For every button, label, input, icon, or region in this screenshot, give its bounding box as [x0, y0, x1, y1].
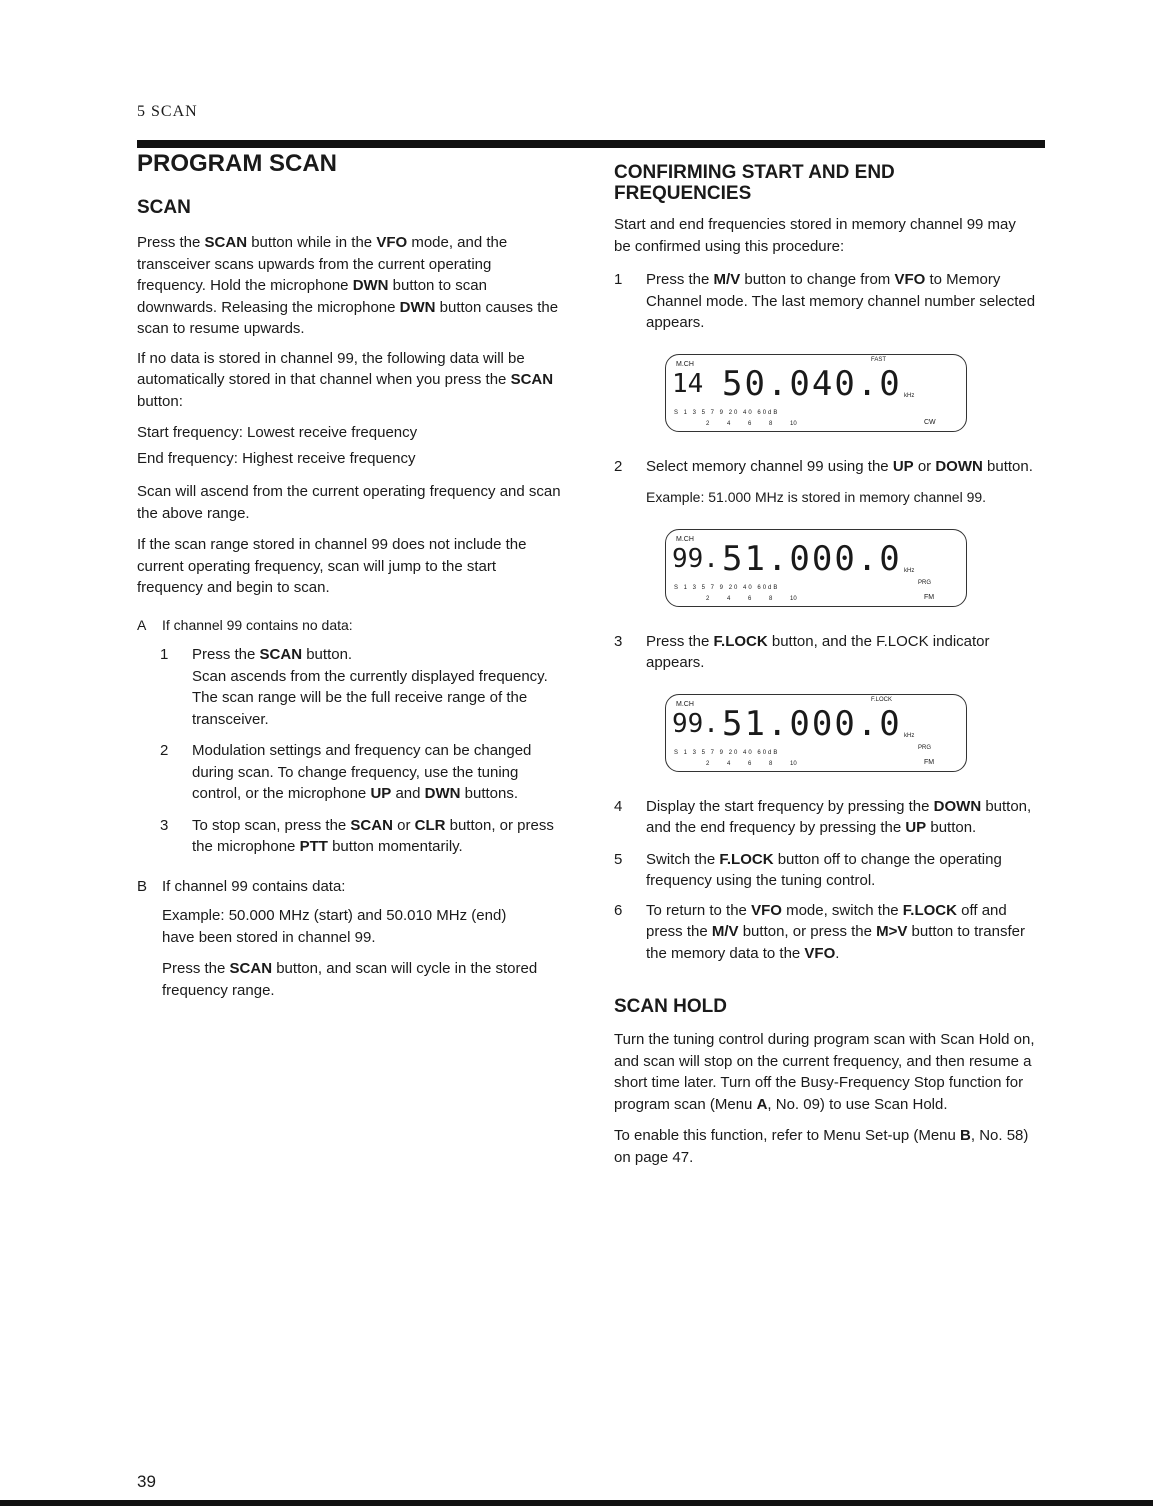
text-run: Press the: [646, 632, 714, 650]
lcd-display: [665, 694, 967, 772]
text-run: Switch the: [646, 850, 720, 868]
step-text: [646, 631, 1046, 674]
bold-term: UP: [892, 457, 914, 475]
text-run: Press the: [162, 960, 230, 977]
step-a3: [160, 815, 562, 858]
text-run: , No. 58) on page 47.: [614, 1127, 1029, 1166]
step-number: 3: [160, 816, 169, 834]
step-text: [192, 644, 562, 730]
mode-indicator: CW: [924, 418, 936, 426]
step-text: [192, 815, 562, 858]
text-run: Display the start frequency by pressing the: [646, 797, 934, 815]
channel-digits: 14: [672, 368, 704, 399]
prg-indicator: PRG: [918, 579, 932, 586]
bold-term: VFO: [894, 271, 926, 288]
text-run: .: [835, 944, 840, 962]
text-run: button, or press the: [738, 923, 877, 940]
no-data-paragraph: [137, 348, 562, 413]
footer-rule: [0, 1500, 1153, 1506]
bold-term: SCAN: [229, 960, 273, 977]
text-run: button, and the F.LOCK indicator appears.: [646, 632, 990, 671]
bold-term: M>V: [876, 923, 908, 940]
step-2-example: Example: 51.000 MHz is stored in memory channel 99.: [646, 489, 987, 505]
bold-term: A: [756, 1095, 768, 1113]
scan-paragraph: [137, 232, 562, 340]
scan-hold-paragraph: [614, 1029, 1042, 1115]
case-b: [137, 876, 562, 898]
s-meter-scale: S 1 3 5 7 9 20 40 60dB: [674, 749, 780, 756]
text-run: button.: [302, 646, 353, 663]
scan-hold-heading: SCAN HOLD: [614, 996, 727, 1017]
end-frequency-line: End frequency: Highest receive frequency: [137, 449, 416, 467]
text-run: mode, switch the: [781, 901, 903, 919]
bold-term: SCAN: [510, 371, 554, 388]
step-text: [646, 849, 1046, 892]
bold-term: VFO: [804, 944, 836, 962]
step-number: 1: [160, 646, 169, 663]
text-run: off and press the: [646, 901, 1007, 940]
bold-term: VFO: [376, 234, 408, 251]
case-a: [137, 615, 562, 637]
channel-digits: 99.: [672, 708, 719, 739]
text-run: Modulation settings and frequency can be changed during scan. To change frequency, use the tuning control, or the microphone: [192, 742, 532, 802]
step-number: 4: [614, 797, 623, 815]
header-rule: [137, 140, 1045, 148]
step-a2: [160, 740, 562, 805]
text-run: or: [913, 457, 936, 475]
confirm-heading: CONFIRMING START AND END FREQUENCIES: [614, 162, 895, 204]
bold-term: SCAN: [350, 816, 393, 834]
power-scale: 2 4 6 8 10: [706, 420, 797, 427]
text-run: mode, and the transceiver scans upwards from the current operating frequency. Hold the microphone: [137, 234, 508, 294]
bold-term: DOWN: [935, 457, 983, 475]
step-number: 5: [614, 850, 623, 868]
text-run: To return to the: [646, 901, 752, 919]
step-text: [192, 740, 562, 805]
case-a-text: If channel 99 contains no data:: [162, 616, 353, 633]
bold-term: DOWN: [933, 797, 982, 815]
bold-term: DWN: [399, 298, 436, 316]
text-run: or: [392, 816, 415, 834]
bold-term: UP: [905, 819, 927, 836]
power-scale: 2 4 6 8 10: [706, 595, 797, 602]
text-run: and: [391, 785, 425, 802]
step-text: [646, 796, 1046, 839]
case-b-press: [162, 958, 562, 1001]
bold-term: PTT: [299, 838, 328, 855]
step-number: 3: [614, 632, 623, 650]
step-4: [614, 796, 1046, 839]
power-scale: 2 4 6 8 10: [706, 760, 797, 767]
chapter-header: 5 SCAN: [137, 103, 198, 120]
range-paragraph: If the scan range stored in channel 99 does not include the current operating frequency, scan will jump to the start frequency and begin to scan.: [137, 536, 527, 596]
step-text: [646, 900, 1046, 965]
text-run: button momentarily.: [327, 838, 463, 855]
text-run: button to transfer the memory data to the: [646, 923, 1025, 962]
text-run: buttons.: [460, 785, 519, 802]
mch-label: M.CH: [676, 360, 694, 368]
text-run: button.: [982, 457, 1033, 475]
indicator-label: F.LOCK: [871, 696, 893, 703]
step-6: [614, 900, 1046, 965]
lcd-display: [665, 354, 967, 432]
prg-indicator: PRG: [918, 744, 932, 751]
start-frequency-line: Start frequency: Lowest receive frequency: [137, 424, 418, 441]
unit-label: kHz: [904, 392, 915, 399]
text-run: Select memory channel 99 using the: [646, 457, 893, 475]
text-run: button off to change the operating frequency using the tuning control.: [646, 850, 1002, 889]
bold-term: SCAN: [204, 234, 248, 251]
step-text: [646, 269, 1046, 334]
bold-term: B: [960, 1127, 971, 1144]
ascend-paragraph: Scan will ascend from the current operating frequency and scan the above range.: [137, 483, 561, 522]
bold-term: UP: [370, 785, 392, 802]
text-run: Press the: [137, 234, 205, 251]
step-number: 6: [614, 901, 623, 919]
channel-digits: 99.: [672, 543, 719, 574]
frequency-digits: 51.000.0: [722, 703, 902, 744]
text-run: Turn the tuning control during program scan with Scan Hold on, and scan will stop on the current frequency, and then resume a short time later. Turn off the Busy-Frequency Stop function for program scan (Menu: [614, 1031, 1035, 1113]
text-run: button, and scan will cycle in the stored frequency range.: [162, 960, 538, 999]
indicator-label: FAST: [871, 356, 887, 363]
unit-label: kHz: [904, 732, 915, 739]
scan-hold-enable: [614, 1125, 1034, 1168]
confirm-intro: Start and end frequencies stored in memory channel 99 may be confirmed using this procedure:: [614, 216, 1016, 255]
s-meter-scale: S 1 3 5 7 9 20 40 60dB: [674, 584, 780, 591]
unit-label: kHz: [904, 567, 915, 574]
bold-term: F.LOCK: [719, 850, 774, 868]
case-a-label: A: [137, 616, 147, 633]
step-text: [646, 456, 1046, 478]
case-b-label: B: [137, 877, 148, 895]
text-run: button:: [137, 392, 183, 410]
scan-heading: SCAN: [137, 197, 191, 218]
frequency-digits: 51.000.0: [722, 538, 902, 579]
text-run: button while in the: [247, 234, 377, 251]
mch-label: M.CH: [676, 700, 694, 708]
page-title: PROGRAM SCAN: [137, 150, 338, 177]
mch-label: M.CH: [676, 535, 694, 543]
step-number: 1: [614, 271, 623, 288]
text-run: button to change from: [740, 271, 895, 288]
case-b-example: Example: 50.000 MHz (start) and 50.010 MHz (end) have been stored in channel 99.: [162, 907, 507, 946]
step-5: [614, 849, 1046, 892]
step-1: [614, 269, 1046, 334]
s-meter-scale: S 1 3 5 7 9 20 40 60dB: [674, 409, 780, 416]
text-run: Press the: [192, 646, 260, 663]
bold-term: CLR: [414, 816, 446, 834]
case-b-text: If channel 99 contains data:: [162, 877, 346, 895]
bold-term: F.LOCK: [713, 632, 768, 650]
bold-term: SCAN: [259, 646, 303, 663]
left-column: [137, 197, 562, 1001]
text-run: button.: [926, 819, 977, 836]
text-run: If no data is stored in channel 99, the following data will be automatically stored in that channel when you press the: [137, 349, 525, 388]
text-run: to Memory Channel mode. The last memory channel number selected appears.: [646, 271, 1036, 331]
text-run: To enable this function, refer to Menu Set-up (Menu: [614, 1127, 961, 1144]
mode-indicator: FM: [924, 593, 935, 601]
frequency-digits: 50.040.0: [722, 363, 902, 404]
bold-term: F.LOCK: [902, 901, 957, 919]
step-number: 2: [160, 742, 169, 759]
step-a1: [160, 644, 562, 730]
bold-term: DWN: [424, 785, 461, 802]
mode-indicator: FM: [924, 758, 935, 766]
bold-term: M/V: [711, 923, 739, 940]
text-run: Scan ascends from the currently displayed frequency. The scan range will be the full receive range of the transceiver.: [192, 667, 548, 728]
step-2: [614, 456, 1046, 478]
text-run: To stop scan, press the: [192, 816, 351, 834]
page-number: 39: [137, 1472, 156, 1491]
bold-term: VFO: [751, 901, 782, 919]
right-column: [614, 162, 1046, 1168]
text-run: button causes the scan to resume upwards.: [137, 298, 559, 337]
step-number: 2: [614, 457, 623, 475]
text-run: button, and the end frequency by pressing the: [646, 797, 1032, 836]
text-run: button to scan downwards. Releasing the microphone: [137, 277, 487, 316]
bold-term: DWN: [352, 277, 389, 294]
lcd-display: [665, 529, 967, 607]
step-3: [614, 631, 1046, 674]
bold-term: M/V: [713, 271, 741, 288]
text-run: Press the: [646, 271, 714, 288]
text-run: button, or press the microphone: [192, 816, 554, 855]
text-run: , No. 09) to use Scan Hold.: [767, 1095, 948, 1113]
